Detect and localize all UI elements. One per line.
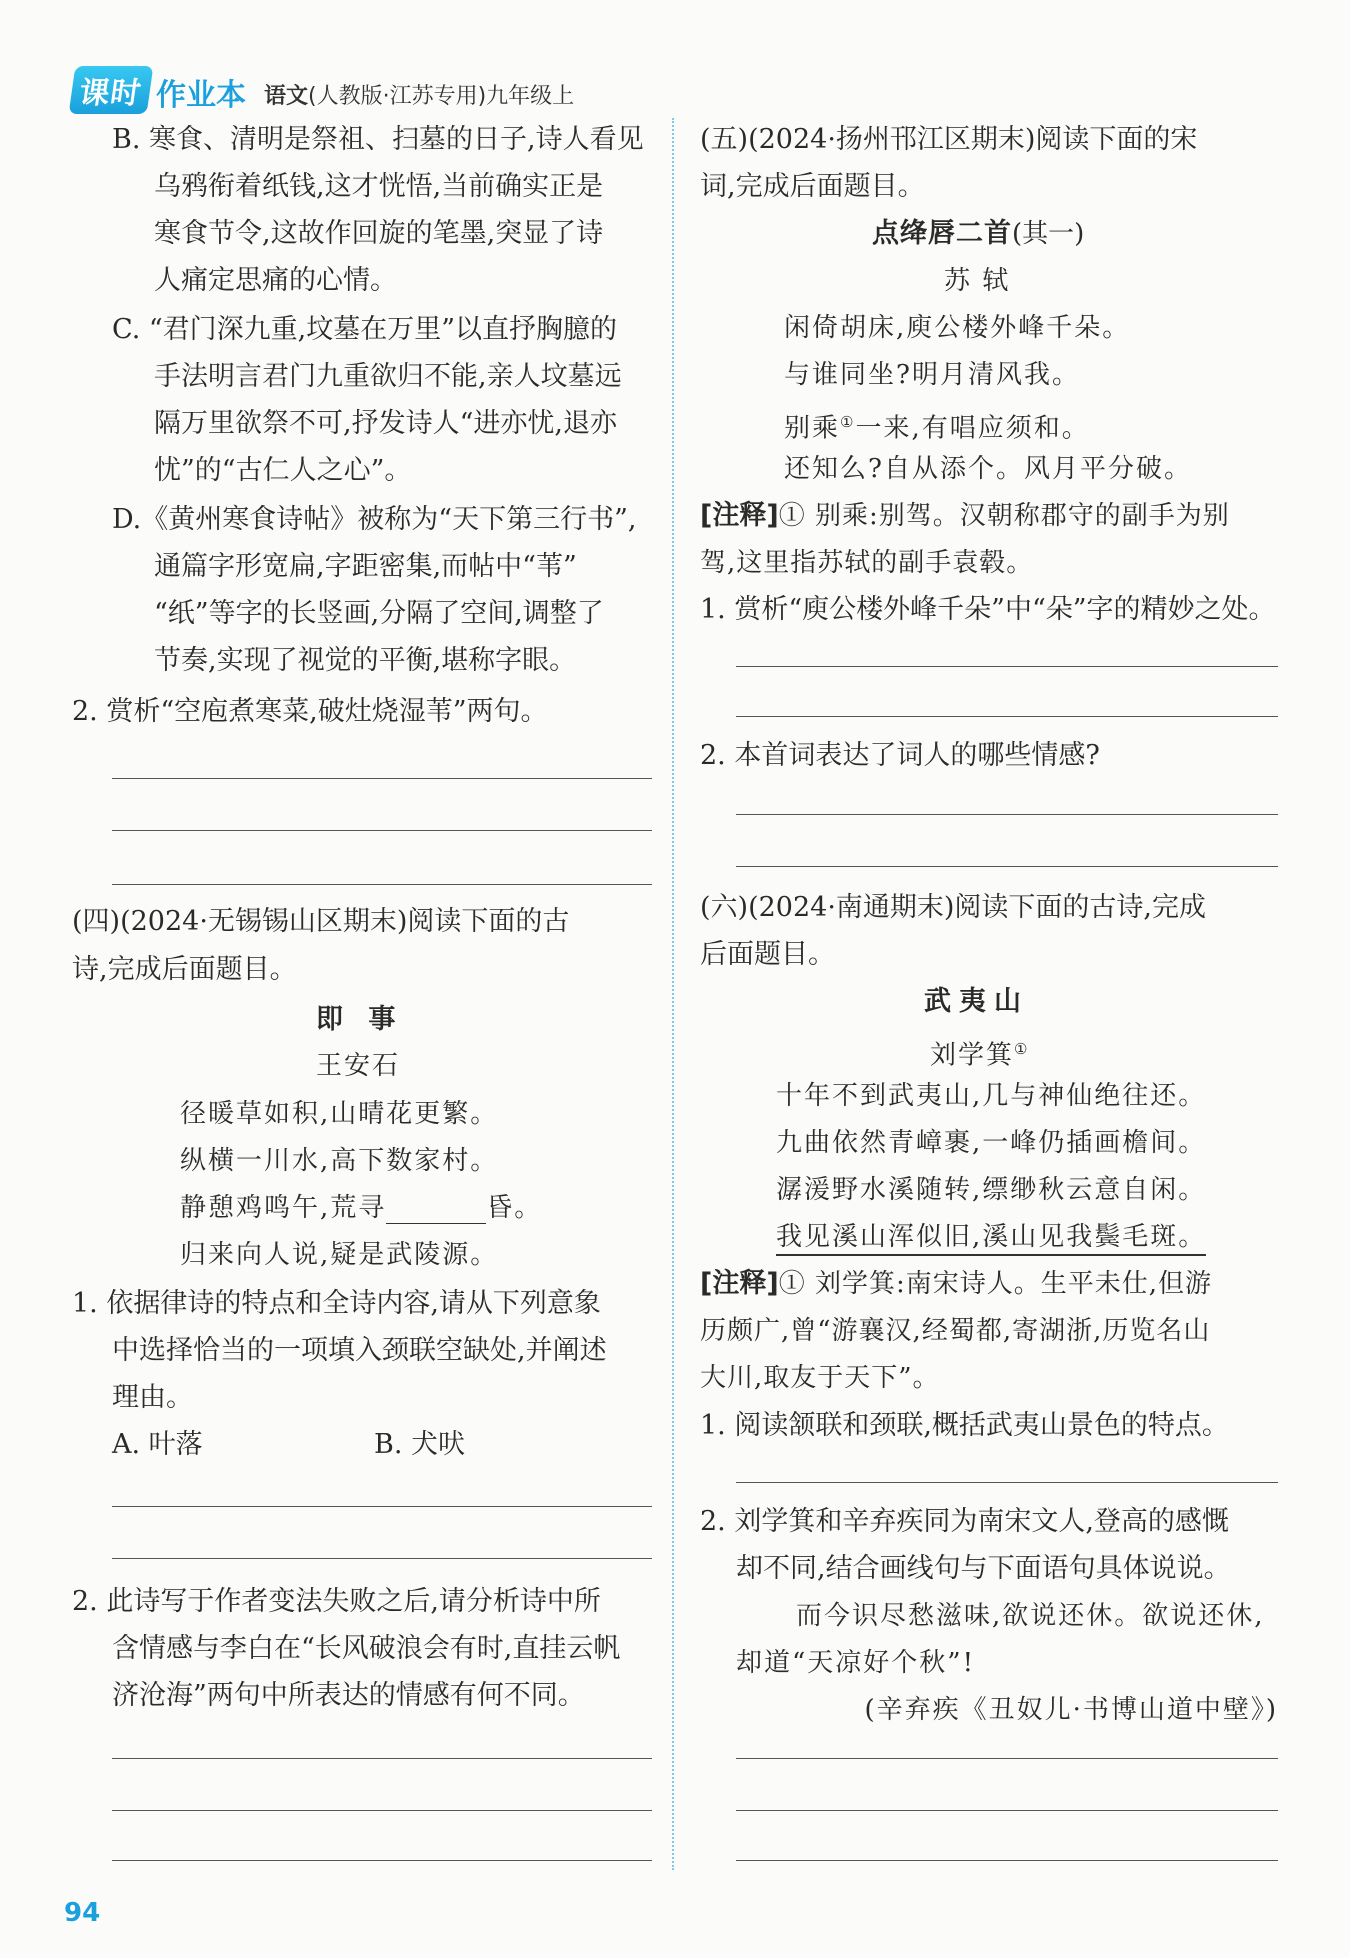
answer-line[interactable] xyxy=(736,866,1278,867)
section-5-heading: 词,完成后面题目。 xyxy=(700,171,925,202)
section-6-heading: (六)(2024·南通期末)阅读下面的古诗,完成 xyxy=(700,892,1207,923)
section-4-heading: (四)(2024·无锡锡山区期末)阅读下面的古 xyxy=(72,906,570,937)
s4-question-1: 1. 依据律诗的特点和全诗内容,请从下列意象 xyxy=(72,1288,601,1319)
annotation xyxy=(700,500,1230,532)
poem-author-name: 刘学箕 xyxy=(930,1040,1015,1071)
annotation-text: 历颇广,曾“游襄汉,经蜀都,寄湖浙,历览名山 xyxy=(700,1316,1211,1346)
brand-suffix: 作业本 xyxy=(156,78,246,113)
annotation-text: 驾,这里指苏轼的副手袁毂。 xyxy=(700,548,1034,578)
s5-question-2: 2. 本首词表达了词人的哪些情感? xyxy=(700,740,1100,771)
poem-author: 苏 轼 xyxy=(944,266,1011,296)
fill-in-blank[interactable] xyxy=(386,1199,486,1224)
option-c-line: 手法明言君门九重欲归不能,亲人坟墓远 xyxy=(154,361,622,392)
answer-line[interactable] xyxy=(736,814,1278,815)
annotation-tag: [注释] xyxy=(700,1268,779,1299)
answer-line[interactable] xyxy=(112,1506,652,1507)
option-c-line: 忧”的“古仁人之心”。 xyxy=(154,455,412,486)
answer-line[interactable] xyxy=(112,1558,652,1559)
underlined-text: 我见溪山浑似旧,溪山见我鬓毛斑。 xyxy=(776,1222,1206,1256)
option-d-line: 通篇字形宽扁,字距密集,而帖中“苇” xyxy=(154,551,577,582)
s4-question-2: 含情感与李白在“长风破浪会有时,直挂云帆 xyxy=(112,1633,621,1664)
option-b-line: 寒食节令,这故作回旋的笔墨,突显了诗 xyxy=(154,218,604,249)
answer-line[interactable] xyxy=(112,884,652,885)
answer-line[interactable] xyxy=(736,1482,1278,1483)
annotation-tag: [注释] xyxy=(700,500,779,531)
annotation-text: ① 刘学箕:南宋诗人。生平未仕,但游 xyxy=(778,1269,1212,1299)
poem-author: 王安石 xyxy=(316,1051,401,1081)
poem-title xyxy=(872,218,1084,250)
annotation-text: ① 别乘:别驾。汉朝称郡守的副手为别 xyxy=(778,501,1230,531)
poem-line: 潺湲野水溪随转,缥缈秋云意自闲。 xyxy=(776,1175,1207,1205)
s5-question-1: 1. 赏析“庾公楼外峰千朵”中“朵”字的精妙之处。 xyxy=(700,594,1276,625)
option-b-line: B. 寒食、清明是祭祖、扫墓的日子,诗人看见 xyxy=(112,124,644,155)
poem-title: 武夷山 xyxy=(924,986,1029,1017)
poem-line-start: 静憩鸡鸣午,荒寻 xyxy=(180,1193,387,1223)
question-2: 2. 赏析“空庖煮寒菜,破灶烧湿苇”两句。 xyxy=(72,696,548,727)
poem-line: 归来向人说,疑是武陵源。 xyxy=(180,1240,499,1270)
poem-line: 闲倚胡床,庾公楼外峰千朵。 xyxy=(784,313,1131,343)
poem-line-start: 别乘 xyxy=(784,413,841,444)
option-c-line: 隔万里欲祭不可,抒发诗人“进亦忧,退亦 xyxy=(154,408,617,439)
section-4-heading: 诗,完成后面题目。 xyxy=(72,954,297,985)
choice-a[interactable]: A. 叶落 xyxy=(112,1429,203,1460)
edition-label: (人教版·江苏专用)九年级上 xyxy=(308,84,575,109)
poem-line-end: 一来,有唱应须和。 xyxy=(855,413,1090,444)
poem-line: 与谁同坐?明月清风我。 xyxy=(784,360,1080,390)
s4-question-1: 理由。 xyxy=(112,1382,193,1413)
subject-label: 语文 xyxy=(264,84,309,109)
book-info xyxy=(264,79,574,114)
answer-line[interactable] xyxy=(112,830,652,831)
brand-logo: 课时 xyxy=(69,66,154,114)
poem-line: 纵横一川水,高下数家村。 xyxy=(180,1146,499,1176)
poem-title-sub: (其一) xyxy=(1012,219,1085,249)
answer-line[interactable] xyxy=(736,1860,1278,1861)
poem-line xyxy=(180,1192,542,1224)
answer-line[interactable] xyxy=(112,1810,652,1811)
column-divider xyxy=(672,118,674,1870)
answer-line[interactable] xyxy=(736,1810,1278,1811)
poem-title: 即 事 xyxy=(316,1004,404,1035)
choice-b[interactable]: B. 犬吠 xyxy=(374,1429,466,1460)
option-c-line: C. “君门深九重,坟墓在万里”以直抒胸臆的 xyxy=(112,314,618,345)
poem-line: 径暖草如积,山晴花更繁。 xyxy=(180,1099,499,1129)
option-d-line: “纸”等字的长竖画,分隔了空间,调整了 xyxy=(154,598,604,629)
s4-question-2: 济沧海”两句中所表达的情感有何不同。 xyxy=(112,1680,585,1711)
s6-question-1: 1. 阅读颔联和颈联,概括武夷山景色的特点。 xyxy=(700,1410,1229,1441)
s4-question-2: 2. 此诗写于作者变法失败之后,请分析诗中所 xyxy=(72,1586,601,1617)
quote-source: (辛弃疾《丑奴儿·书博山道中壁》) xyxy=(864,1695,1278,1725)
annotation xyxy=(700,1268,1212,1300)
section-5-heading: (五)(2024·扬州邗江区期末)阅读下面的宋 xyxy=(700,124,1198,155)
page-number: 94 xyxy=(64,1898,101,1928)
poem-author xyxy=(930,1033,1029,1072)
option-b-line: 人痛定思痛的心情。 xyxy=(154,265,397,296)
quote-line: 而今识尽愁滋味,欲说还休。欲说还休, xyxy=(796,1601,1265,1631)
option-d-line: D.《黄州寒食诗帖》被称为“天下第三行书”, xyxy=(112,504,637,535)
poem-line-end: 昏。 xyxy=(486,1193,543,1223)
section-6-heading: 后面题目。 xyxy=(700,939,835,970)
poem-line: 十年不到武夷山,几与神仙绝往还。 xyxy=(776,1081,1207,1111)
option-d-line: 节奏,实现了视觉的平衡,堪称字眼。 xyxy=(154,645,577,676)
footnote-marker: ① xyxy=(840,413,856,431)
poem-line xyxy=(784,406,1090,445)
annotation-text: 大川,取友于天下”。 xyxy=(700,1363,940,1393)
poem-title-main: 点绛唇二首 xyxy=(872,218,1012,249)
poem-line: 还知么?自从添个。风月平分破。 xyxy=(784,454,1192,484)
s6-question-2: 却不同,结合画线句与下面语句具体说说。 xyxy=(736,1553,1231,1584)
s6-question-2: 2. 刘学箕和辛弃疾同为南宋文人,登高的感慨 xyxy=(700,1506,1229,1537)
answer-line[interactable] xyxy=(112,1860,652,1861)
answer-line[interactable] xyxy=(736,666,1278,667)
s4-question-1: 中选择恰当的一项填入颈联空缺处,并阐述 xyxy=(112,1335,607,1366)
poem-line-underlined xyxy=(776,1221,1206,1253)
answer-line[interactable] xyxy=(736,1758,1278,1759)
answer-line[interactable] xyxy=(736,716,1278,717)
page-header xyxy=(72,68,574,114)
option-b-line: 乌鸦衔着纸钱,这才恍悟,当前确实正是 xyxy=(154,171,604,202)
answer-line[interactable] xyxy=(112,778,652,779)
footnote-marker: ① xyxy=(1014,1040,1030,1058)
poem-line: 九曲依然青嶂裹,一峰仍插画檐间。 xyxy=(776,1128,1207,1158)
quote-line: 却道“天凉好个秋”! xyxy=(736,1648,976,1678)
answer-line[interactable] xyxy=(112,1758,652,1759)
